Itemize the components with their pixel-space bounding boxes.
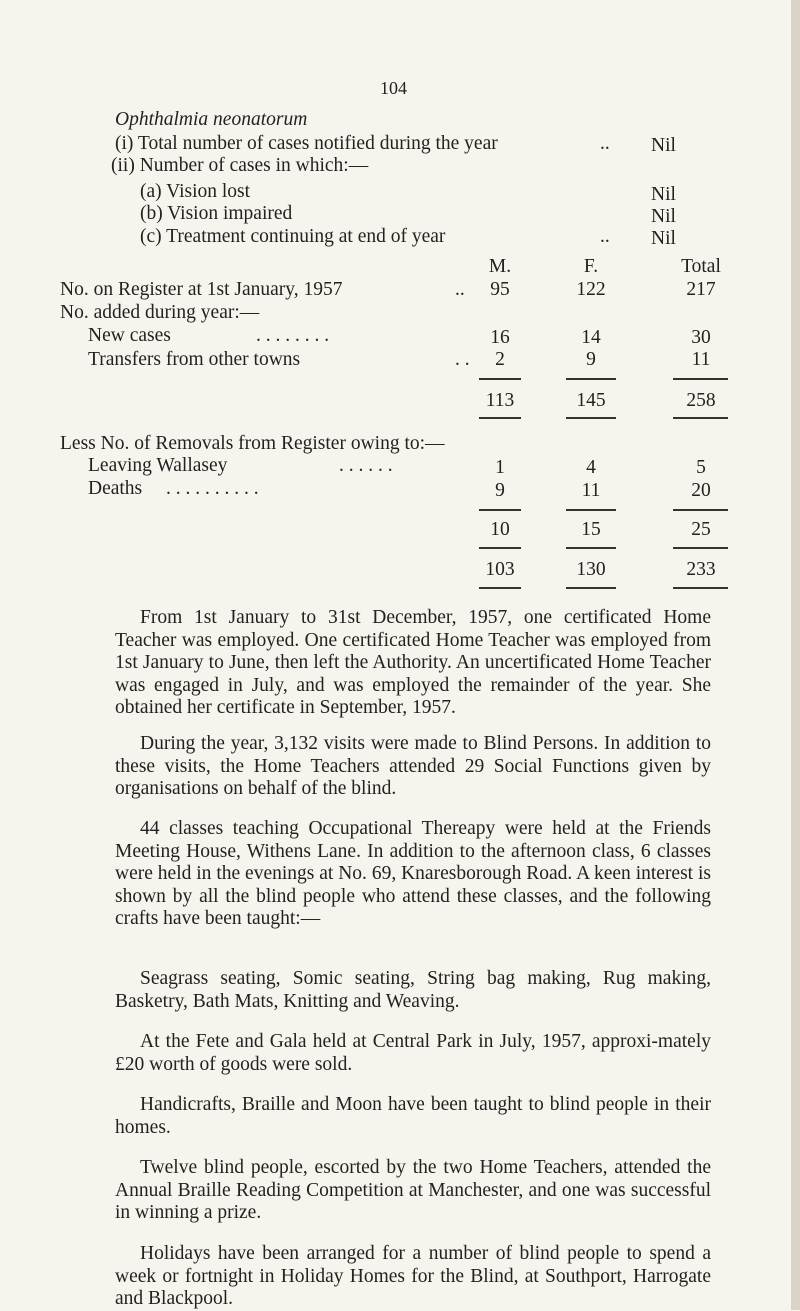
oph-b-value: Nil [651, 206, 676, 227]
new-cases-label: New cases [88, 325, 171, 346]
rule [479, 509, 521, 511]
subtotal-total: 258 [686, 390, 716, 411]
deaths-total: 20 [691, 480, 711, 501]
removals-total-f: 15 [581, 519, 601, 540]
oph-a-label: (a) Vision lost [140, 181, 251, 202]
paragraph-6: Handicrafts, Braille and Moon have been taught to blind people in their homes. [115, 1094, 711, 1138]
section-title: Ophthalmia neonatorum [115, 109, 308, 130]
paragraph-3: 44 classes teaching Occupational Thereapy were held at the Friends Meeting House, Withens Lane. In addition to the afternoon class, 6 classes were held in the evenings at No. 69, Knaresborough Road. A keen interest is shown by all the blind people who attend these classes, and the following crafts have been taught:— [115, 818, 711, 929]
removals-total-total: 25 [691, 519, 711, 540]
leaving-label: Leaving Wallasey [88, 455, 228, 476]
rule [566, 509, 616, 511]
oph-total-label: (i) Total number of cases notified during the year [115, 133, 498, 154]
page-number: 104 [380, 78, 407, 98]
paragraph-2: During the year, 3,132 visits were made to Blind Persons. In addition to these visits, the Home Teachers attended 29 Social Functions given by organisations on behalf of the blind. [115, 733, 711, 799]
rule [673, 509, 728, 511]
rule [673, 378, 728, 380]
final-f: 130 [576, 559, 606, 580]
deaths-label: Deaths [88, 478, 143, 499]
rule [566, 417, 616, 419]
page-edge-shadow [791, 0, 800, 1310]
removals-total-m: 10 [490, 519, 510, 540]
oph-c-label: (c) Treatment continuing at end of year [140, 226, 446, 247]
final-total: 233 [686, 559, 716, 580]
deaths-m: 9 [495, 480, 505, 501]
paragraph-1: From 1st January to 31st December, 1957, one certificated Home Teacher was employed. One certificated Home Teacher was employed from 1st January to June, then left the Authority. An uncertificated Home Teacher was engaged in July, and was employed the remainder of the year. She obtained her certificate in September, 1957. [115, 607, 711, 718]
rule [479, 378, 521, 380]
rule [479, 547, 521, 549]
oph-total-dots: .. [600, 133, 610, 154]
final-m: 103 [485, 559, 515, 580]
oph-b-label: (b) Vision impaired [140, 203, 293, 224]
rule [673, 417, 728, 419]
subtotal-m: 113 [485, 390, 515, 411]
paragraph-4: Seagrass seating, Somic seating, String bag making, Rug making, Basketry, Bath Mats, Knitting and Weaving. [115, 968, 711, 1012]
leaving-f: 4 [586, 457, 596, 478]
new-cases-total: 30 [691, 327, 711, 348]
oph-c-dots: .. [600, 226, 610, 247]
leaving-m: 1 [495, 457, 505, 478]
on-register-f: 122 [576, 279, 606, 300]
leaving-total: 5 [696, 457, 706, 478]
on-register-label: No. on Register at 1st January, 1957 [60, 279, 343, 300]
oph-a-value: Nil [651, 184, 676, 205]
added-label: No. added during year:— [60, 302, 260, 323]
subtotal-f: 145 [576, 390, 606, 411]
deaths-dots: . . . . . . . . . . [166, 478, 259, 499]
transfers-f: 9 [586, 349, 596, 370]
col-header-f: F. [583, 256, 599, 277]
transfers-dots: . . [455, 349, 470, 370]
oph-c-value: Nil [651, 228, 676, 249]
transfers-label: Transfers from other towns [88, 349, 301, 370]
leaving-dots: . . . . . . [339, 455, 393, 476]
on-register-m: 95 [490, 279, 510, 300]
rule [673, 587, 728, 589]
col-header-total: Total [681, 256, 721, 277]
rule [479, 417, 521, 419]
new-cases-f: 14 [581, 327, 601, 348]
rule [479, 587, 521, 589]
paragraph-8: Holidays have been arranged for a number of blind people to spend a week or fortnight in Holiday Homes for the Blind, at Southport, Harrogate and Blackpool. [115, 1243, 711, 1309]
new-cases-dots: . . . . . . . . [256, 325, 330, 346]
rule [566, 547, 616, 549]
col-header-m: M. [488, 256, 512, 277]
on-register-total: 217 [686, 279, 716, 300]
oph-number-label: (ii) Number of cases in which:— [111, 155, 369, 176]
deaths-f: 11 [581, 480, 601, 501]
rule [566, 378, 616, 380]
on-register-dots: .. [455, 279, 465, 300]
transfers-total: 11 [691, 349, 711, 370]
oph-total-value: Nil [651, 135, 676, 156]
transfers-m: 2 [495, 349, 505, 370]
rule [566, 587, 616, 589]
paragraph-5: At the Fete and Gala held at Central Park in July, 1957, approxi-mately £20 worth of goods were sold. [115, 1031, 711, 1075]
removals-label: Less No. of Removals from Register owing to:— [60, 433, 445, 454]
rule [673, 547, 728, 549]
paragraph-7: Twelve blind people, escorted by the two Home Teachers, attended the Annual Braille Reading Competition at Manchester, and one was successful in winning a prize. [115, 1157, 711, 1223]
new-cases-m: 16 [490, 327, 510, 348]
